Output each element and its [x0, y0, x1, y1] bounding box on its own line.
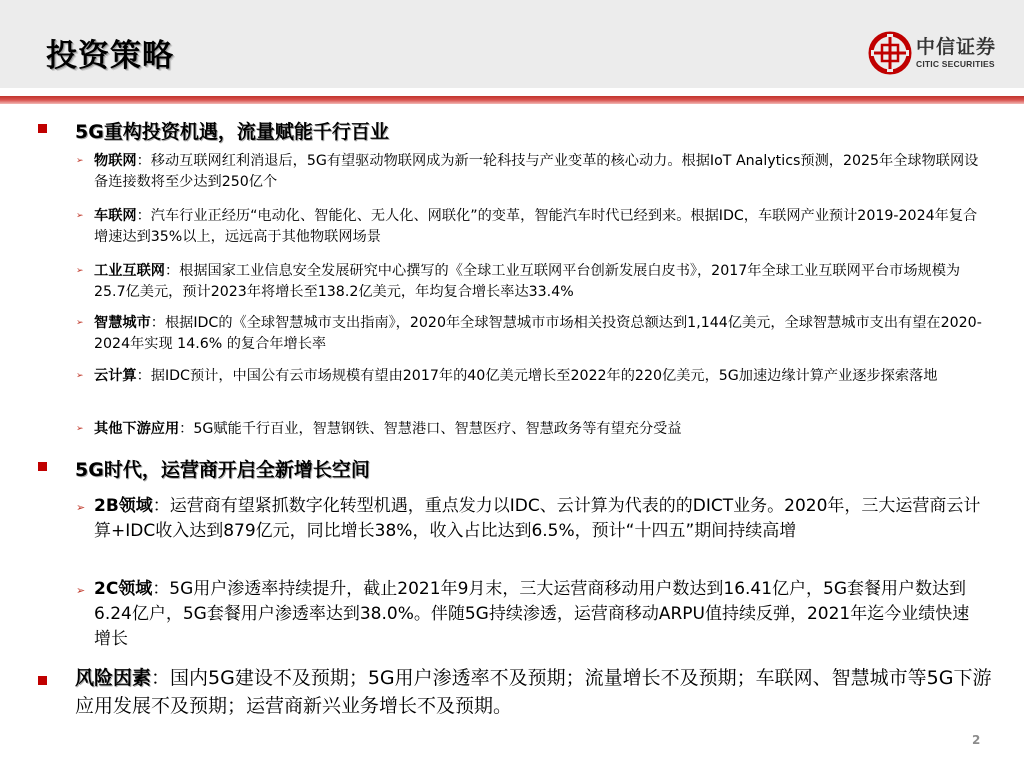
item-label: 云计算 [94, 368, 137, 384]
list-item [76, 419, 986, 440]
list-item [76, 261, 986, 303]
item-text: ：5G用户渗透率持续提升，截止2021年9月末，三大运营商移动用户数达到16.41亿户，5G套餐用户数达到6.24亿户，5G套餐用户渗透率达到38.0%。伴随5G持续渗透，运营商移动ARPU值持续反弹，2021年迄今业绩快速增长 [94, 579, 970, 649]
arrow-bullet-icon: ➢ [76, 371, 84, 381]
list-item [76, 366, 986, 387]
page-number: 2 [972, 733, 981, 747]
arrow-bullet-icon: ➢ [76, 211, 84, 221]
square-bullet-icon [38, 124, 47, 133]
page-title: 投资策略 [46, 38, 174, 74]
section-heading-text: 5G时代，运营商开启全新增长空间 [75, 459, 370, 481]
list-item [76, 206, 986, 248]
arrow-bullet-icon: ➢ [76, 501, 86, 514]
list-item [76, 313, 986, 355]
item-text: ：5G赋能千行百业，智慧钢铁、智慧港口、智慧医疗、智慧政务等有望充分受益 [179, 421, 682, 437]
arrow-bullet-icon: ➢ [76, 266, 84, 276]
risk-factors [38, 664, 998, 720]
logo-chinese-name: 中信证券 [916, 35, 997, 58]
item-text: ：根据IDC的《全球智慧城市支出指南》，2020年全球智慧城市市场相关投资总额达到1,144亿美元，全球智慧城市支出有望在2020-2024年实现 14.6% 的复合年增长率 [94, 315, 982, 352]
item-label: 物联网 [94, 153, 137, 169]
square-bullet-icon [38, 676, 47, 685]
item-label: 智慧城市 [94, 315, 151, 331]
item-label: 工业互联网 [94, 263, 165, 279]
item-label: 2C领域 [94, 579, 153, 599]
logo-english-name: CITIC SECURITIES [916, 58, 995, 69]
list-item [76, 151, 986, 193]
list-item [76, 577, 986, 652]
arrow-bullet-icon: ➢ [76, 156, 84, 166]
item-text: ：根据国家工业信息安全发展研究中心撰写的《全球工业互联网平台创新发展白皮书》，2017年全球工业互联网平台市场规模为25.7亿美元，预计2023年将增长至138.2亿美元，年均复合增长率达33.4% [94, 263, 961, 300]
risk-label: 风险因素 [75, 667, 152, 689]
item-text: ：移动互联网红利消退后，5G有望驱动物联网成为新一轮科技与产业变革的核心动力。根据IoT Analytics预测，2025年全球物联网设备连接数将至少达到250亿个 [94, 153, 979, 190]
item-text: ：汽车行业正经历“电动化、智能化、无人化、网联化”的变革，智能汽车时代已经到来。根据IDC，车联网产业预计2019-2024年复合增速达到35%以上，远远高于其他物联网场景 [94, 208, 978, 245]
section-heading-text: 5G重构投资机遇，流量赋能千行百业 [75, 121, 389, 143]
item-label: 车联网 [94, 208, 137, 224]
arrow-bullet-icon: ➢ [76, 584, 86, 597]
arrow-bullet-icon: ➢ [76, 424, 84, 434]
square-bullet-icon [38, 462, 47, 471]
item-label: 2B领域 [94, 496, 153, 516]
risk-text: ：国内5G建设不及预期；5G用户渗透率不及预期；流量增长不及预期；车联网、智慧城市等5G下游应用发展不及预期；运营商新兴业务增长不及预期。 [75, 667, 992, 717]
item-label: 其他下游应用 [94, 421, 180, 437]
arrow-bullet-icon: ➢ [76, 318, 84, 328]
item-text: ：运营商有望紧抓数字化转型机遇，重点发力以IDC、云计算为代表的的DICT业务。2020年，三大运营商云计算+IDC收入达到879亿元，同比增长38%，收入占比达到6.5%，预计“十四五”期间持续高增 [94, 496, 981, 541]
item-text: ：据IDC预计，中国公有云市场规模有望由2017年的40亿美元增长至2022年的220亿美元，5G加速边缘计算产业逐步探索落地 [136, 368, 938, 384]
list-item [76, 494, 986, 544]
